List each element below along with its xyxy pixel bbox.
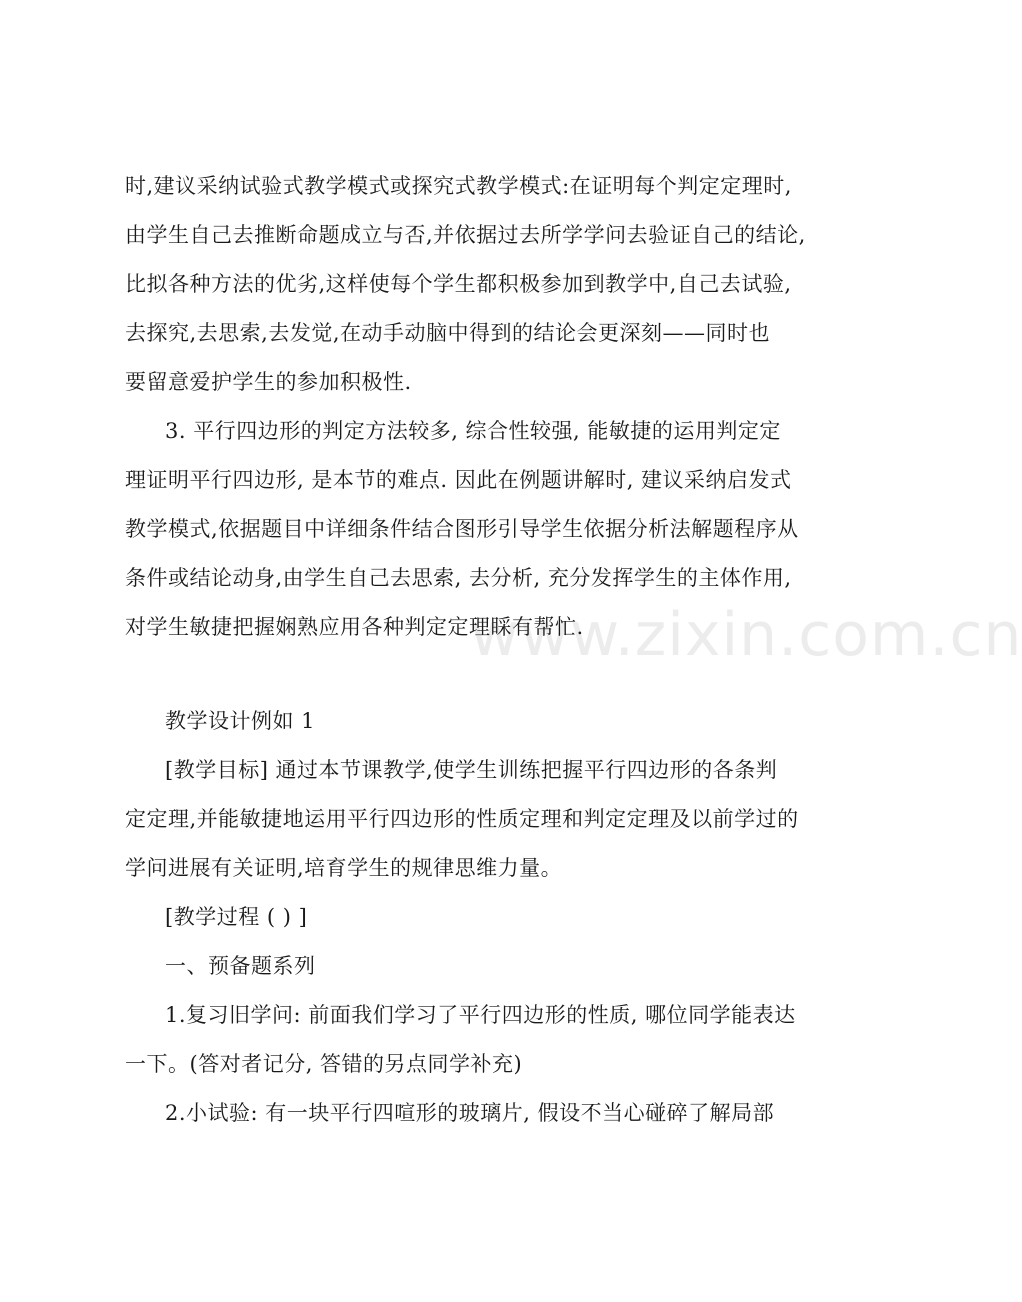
paragraph-line: 3. 平行四边形的判定方法较多, 综合性较强, 能敏捷的运用判定定 [165,419,781,443]
paragraph-line: 对学生敏捷把握娴熟应用各种判定定理睬有帮忙. [125,615,584,639]
paragraph-line: 由学生自己去推断命题成立与否,并依据过去所学学问去验证自己的结论, [125,223,806,247]
paragraph-line: 比拟各种方法的优劣,这样使每个学生都积极参加到教学中,自己去试验, [125,272,792,296]
paragraph-line: 时,建议采纳试验式教学模式或探究式教学模式:在证明每个判定定理时, [125,174,792,198]
paragraph-line: 条件或结论动身,由学生自己去思索, 去分析, 充分发挥学生的主体作用, [125,566,792,590]
paragraph-line: 理证明平行四边形, 是本节的难点. 因此在例题讲解时, 建议采纳启发式 [125,468,792,492]
paragraph-line: 教学模式,依据题目中详细条件结合图形引导学生依据分析法解题程序从 [125,517,799,541]
section-heading: 教学设计例如 1 [165,709,316,733]
paragraph-line: [教学过程 ( ) ] [165,905,308,929]
paragraph-line: 一下。(答对者记分, 答错的另点同学补充) [125,1052,523,1076]
paragraph-line: [教学目标] 通过本节课教学,使学生训练把握平行四边形的各条判 [165,758,778,782]
paragraph-line: 要留意爱护学生的参加积极性. [125,370,412,394]
paragraph-line: 1.复习旧学问: 前面我们学习了平行四边形的性质, 哪位同学能表达 [165,1003,796,1027]
paragraph-line: 定定理,并能敏捷地运用平行四边形的性质定理和判定定理及以前学过的 [125,807,799,831]
paragraph-line: 去探究,去思索,去发觉,在动手动脑中得到的结论会更深刻——同时也 [125,321,771,345]
paragraph-line: 学问进展有关证明,培育学生的规律思维力量。 [125,856,563,880]
paragraph-line: 2.小试验: 有一块平行四喧形的玻璃片, 假设不当心碰碎了解局部 [165,1101,775,1125]
paragraph-line: 一、预备题系列 [165,954,316,978]
watermark: www.zixin.com.cn [470,600,1022,670]
